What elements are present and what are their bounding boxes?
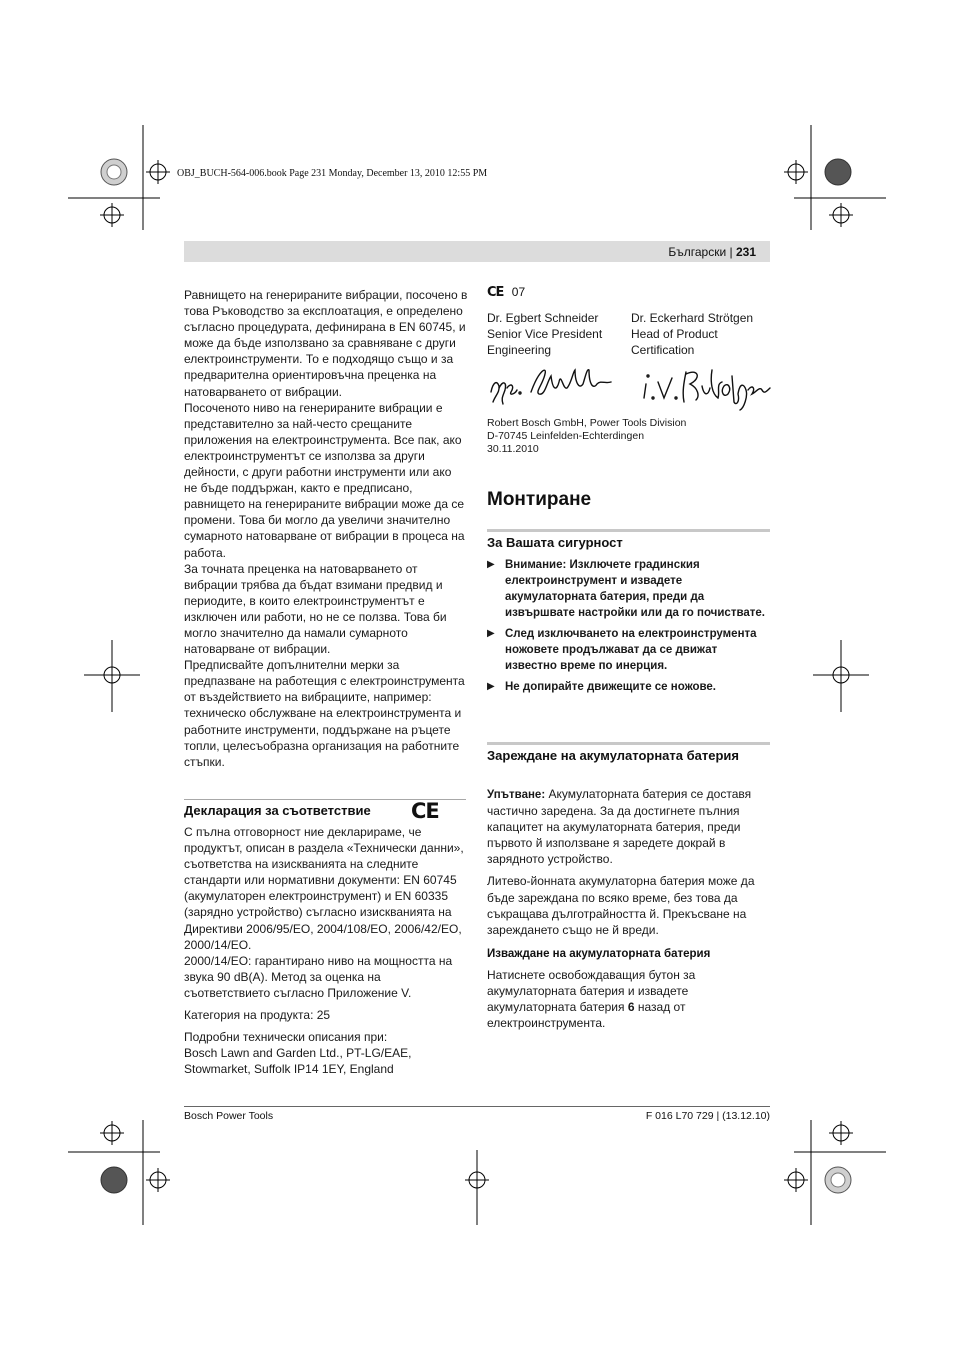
vibration-para-4: Предписвайте допълнителни мерки за предпазване на работещия с електроинструмента от въздействието на вибрациите, например: техническо обслужване на електроинструмента и работните инструменти, поддържане на ръцете топли, целесъобразна организация на работните стъпки. — [184, 658, 465, 769]
bullet-triangle-icon: ▶ — [487, 681, 495, 692]
product-category: Категория на продукта: 25 — [184, 1008, 331, 1023]
company-line-2: D-70745 Leinfelden-Echterdingen — [487, 430, 645, 442]
vibration-para-1: Равнището на генерираните вибрации, посочено в това Ръководство за експлоатация, е определено съгласно процедурата, дефинирана в EN 60745, и може да бъде използвано за сравняване с други електроинструменти. То е подходящо също и за предварителна ориентировъчна преценка на натоварването от вибрации. — [184, 288, 468, 399]
page-number: 231 — [735, 245, 756, 259]
signatory-2 — [631, 310, 776, 358]
removal-text-a: Натиснете освобождаващия бутон за акумулаторната батерия и извадете акумулаторната батерия — [487, 968, 696, 1015]
removal-text — [487, 967, 717, 1031]
footer-rule — [184, 1106, 770, 1107]
company-address — [487, 417, 777, 456]
page-header: Български | 231 — [184, 241, 770, 262]
divider — [487, 742, 770, 745]
safety-heading: За Вашата сигурност — [487, 535, 623, 550]
signatory-1 — [487, 310, 627, 358]
print-info: OBJ_BUCH-564-006.book Page 231 Monday, December 13, 2010 12:55 PM — [177, 168, 488, 179]
bullet-text: Не допирайте движещите се ножове. — [505, 681, 716, 693]
list-item — [487, 679, 770, 695]
bullet-text: Внимание: Изключете градинския електроинструмент и извадете акумулаторната батерия, преди да извършвате настройки или да го почиствате. — [505, 559, 765, 619]
removal-ref: 6 — [627, 1000, 635, 1015]
tech-files-address-1: Bosch Lawn and Garden Ltd., PT-LG/EAE, — [184, 1046, 412, 1061]
signatory-2-title-1: Head of Product — [631, 327, 718, 342]
ce-mark-icon: CE — [411, 799, 439, 823]
company-line-1: Robert Bosch GmbH, Power Tools Division — [487, 417, 687, 429]
bullet-text: След изключването на електроинструмента ножовете продължават да се движат известно време по инерция. — [505, 628, 757, 672]
vibration-para-2: Посоченото ниво на генерираните вибрации е представително за най-често срещаните приложения на електроинструмента. Все пак, ако електроинструментът се използва за други дейности, с други работни инструменти или ако не бъде поддържан, както е предписано, равнището на генерираните вибрации може да се промени. Това би могло да увеличи значително сумарното натоварване от вибрации в процеса на работа. — [184, 400, 465, 560]
footer-left: Bosch Power Tools — [184, 1110, 274, 1122]
signatory-2-name: Dr. Eckerhard Strötgen — [631, 311, 754, 325]
note-text: Акумулаторната батерия се доставя частично заредена. За да достигнете пълния капацитет на акумулаторната батерия, преди първото й използване я заредете докрай в зарядното устройство. — [487, 787, 752, 867]
ce-mark-icon: CE — [487, 285, 504, 300]
signatory-1-title-2: Engineering — [487, 343, 552, 358]
left-column — [184, 287, 468, 770]
footer-right: F 016 L70 729 | (13.12.10) — [645, 1110, 770, 1122]
removal-heading: Изваждане на акумулаторната батерия — [487, 948, 711, 960]
tech-files-address-2: Stowmarket, Suffolk IP14 1EY, England — [184, 1062, 394, 1077]
charging-heading: Зареждане на акумулаторната батерия — [487, 748, 739, 763]
declaration-para-2: 2000/14/ЕО: гарантирано ниво на мощността на звука 90 dB(A). Метод за оценка на съответствието съгласно Приложение V. — [184, 953, 453, 1000]
declaration-heading: Декларация за съответствие — [184, 803, 371, 818]
safety-bullets — [487, 557, 770, 700]
list-item — [487, 557, 770, 621]
list-item — [487, 626, 770, 674]
bullet-triangle-icon: ▶ — [487, 559, 495, 570]
tech-files-intro: Подробни технически описания при: — [184, 1030, 388, 1045]
bullet-triangle-icon: ▶ — [487, 628, 495, 639]
signature-schneider — [487, 362, 622, 410]
liion-text: Литево-йонната акумулаторна батерия може да бъде зареждана по всяко време, без това да съкращава дълготрайността й. Прекъсване на зареждането също не й вреди. — [487, 874, 755, 937]
declaration-para-1: С пълна отговорност ние декларираме, че продуктът, описан в раздела «Технически данни», съответства на изискванията на следните стандарти или нормативни документи: EN 60745 (акумулаторен електроинструмент) и EN 60335 (зарядно устройство) съгласно изискванията на Директиви 2006/95/ЕО, 2004/108/ЕО, 2006/42/ЕО, 2000/14/ЕО. — [184, 825, 464, 952]
charging-body — [487, 786, 772, 944]
signatory-1-title-1: Senior Vice President — [487, 327, 603, 342]
signatory-2-title-2: Certification — [631, 343, 695, 358]
note-label: Упътване: — [487, 789, 546, 801]
ce-year: 07 — [511, 285, 526, 299]
declaration-date: 30.11.2010 — [487, 443, 539, 455]
divider — [487, 529, 770, 532]
section-title: Монтиране — [487, 489, 592, 510]
declaration-body — [184, 824, 468, 1077]
signatory-1-name: Dr. Egbert Schneider — [487, 311, 599, 325]
ce-year-line — [487, 285, 525, 300]
vibration-para-3: За точната преценка на натоварването от вибрации трябва да бъдат взимани предвид и периодите, в които електроинструментът е изключен или работи, но не се ползва. Това би могло значително да намали сумарното натоварване от вибрации. — [184, 561, 447, 657]
removal-text-b: назад от електроинструмента. — [487, 1000, 686, 1031]
header-language: Български — [668, 245, 727, 259]
signature-stroetgen — [640, 362, 775, 414]
